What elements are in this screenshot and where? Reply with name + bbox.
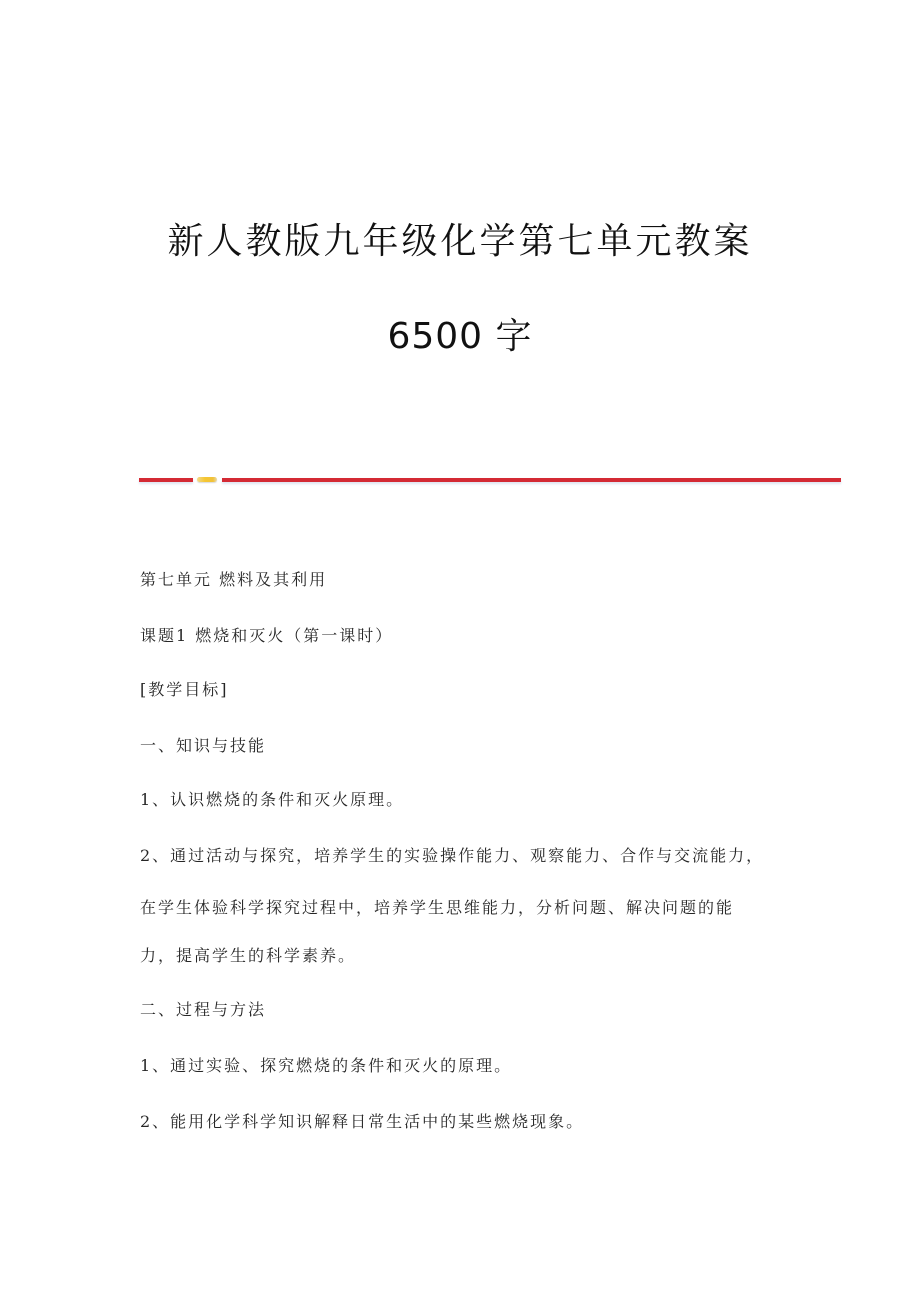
lesson-heading: 课题1 燃烧和灭火（第一课时） — [140, 626, 394, 645]
paragraph-line: 1、认识燃烧的条件和灭火原理。 — [140, 790, 405, 809]
divider-line-right — [222, 478, 841, 482]
paragraph-line: 1、通过实验、探究燃烧的条件和灭火的原理。 — [140, 1056, 513, 1075]
subsection-heading-knowledge: 一、知识与技能 — [140, 736, 267, 755]
paragraph-line: 2、能用化学科学知识解释日常生活中的某些燃烧现象。 — [140, 1112, 585, 1131]
subsection-heading-process: 二、过程与方法 — [140, 1000, 267, 1019]
title-divider — [139, 478, 841, 483]
pencil-icon — [197, 477, 217, 482]
document-subtitle: 6500 字 — [387, 316, 533, 357]
paragraph-line: 力，提高学生的科学素养。 — [140, 946, 357, 965]
section-label-objectives: [教学目标] — [140, 680, 229, 699]
document-title: 新人教版九年级化学第七单元教案 — [167, 221, 753, 262]
paragraph-line: 2、通过活动与探究，培养学生的实验操作能力、观察能力、合作与交流能力， — [140, 846, 765, 865]
paragraph-line: 在学生体验科学探究过程中，培养学生思维能力，分析问题、解决问题的能 — [140, 898, 735, 917]
divider-line-left — [139, 478, 193, 482]
unit-heading: 第七单元 燃料及其利用 — [140, 570, 328, 589]
